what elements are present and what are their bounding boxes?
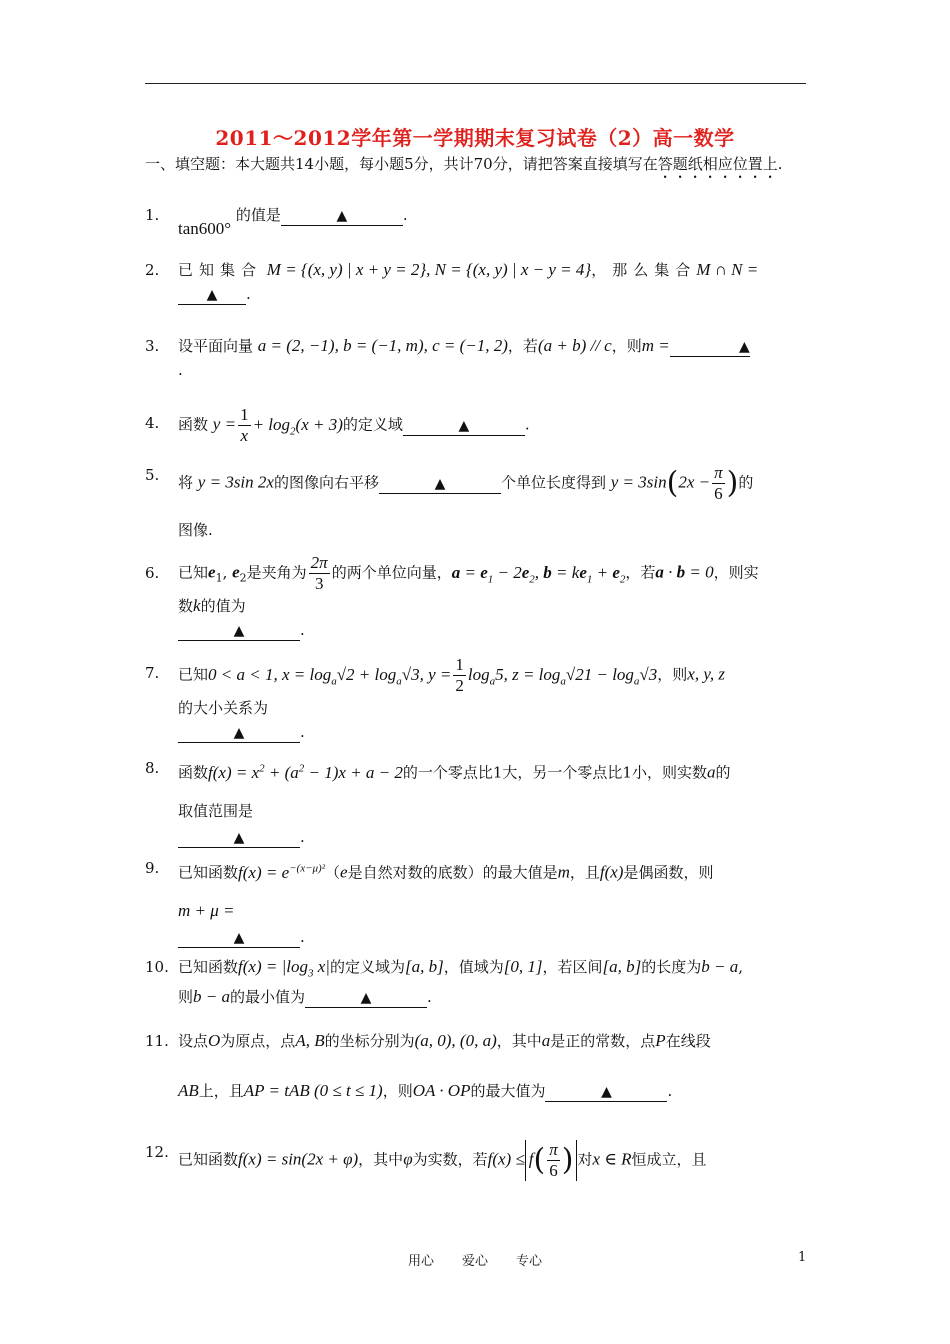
answer-blank[interactable]: ▲ xyxy=(305,989,427,1008)
answer-blank[interactable]: ▲ xyxy=(281,207,403,226)
answer-blank[interactable]: ▲ xyxy=(178,929,300,948)
q11-formula: AP = tAB (0 ≤ t ≤ 1) xyxy=(243,1081,383,1100)
q10-formula: $f(x) = |\log_3$ x| xyxy=(238,957,330,980)
exam-title: 2011～2012学年第一学期期末复习试卷（2）高一数学 xyxy=(215,126,735,150)
answer-blank[interactable]: ▲ xyxy=(178,724,300,743)
answer-blank[interactable]: ▲ xyxy=(670,338,750,357)
page-number: 1 xyxy=(798,1250,807,1265)
answer-blank[interactable]: ▲ xyxy=(403,417,525,436)
q6-formula: $a = e_1 - 2e_2$, $b = ke_1 + e_2$ xyxy=(451,562,626,585)
q4-formula: y = xyxy=(212,414,237,434)
q2-formula: M = {(x, y) | x + y = 2}, N = {(x, y) | x − y = 4} xyxy=(266,260,592,279)
q9-formula: $f(x) = e^{-(x-\mu)^2}$ xyxy=(238,862,325,882)
exam-page: 2011～2012学年第一学期期末复习试卷（2）高一数学 一、填空题：本大题共14小题，每小题5分，共计70分，请把答案直接填写在答题纸相应位置上. 1. tan600° 的值是 ▲ . 2. 已知集合 M = {(x, y) | x + y = 2}, N = {(x, y) | x − y = 4}，那么集合M ∩ N = ▲ . 3. 设平面向量 a = (2, −1), b = (−1, m), c = (−1, 2)，若(a + b) // c，则m = ▲ . 4. 函数 y = $\frac{1}{x}$ + $\log_2(x + 3)$的定义域 ▲ . 5. 将 y = 3sin 2x的图像向右平移 ▲ 个单位长度得到 y = 3sin(2x − $\frac{\pi}{6}$ )的 图像. 6. 已知$e_1$, $e_2$是夹角为 $\frac{2\pi}{3}$ 的两个单位向量，$a = e_1 - 2e_2$, $b = ke_1 + e_2$，若a · b = 0，则实 数k的值为 ▲ . 7. 已知0 < a < 1, $x = \log_a√2 + \log_a√3$, y = $\frac{1}{2}$ $\log_a5$, $z = \log_a√21 - \log_a√3$，则x, y, z 的大小关系为 ▲ . 8. 函数$f(x) = x^2 + (a^2 - 1)x + a - 2$的一个零点比1大，另一个零点比1小，则实数a的 取值范围是 ▲ . 9. 已知函数$f(x) = e^{-(x-\mu)^2}(e$是自然对数的底数）的最大值是m，且f(x)是偶函数，则 m + μ = ▲ . 10. 已知函数$f(x) = |\log_3$ x|的定义域为[a, b]，值域为[0, 1]，若区间[a, b]的长度为b − a, 则b − a的最小值为 ▲ . 11. 设点O为原点，点A, B的坐标分别为(a, 0), (0, a)，其中a是正的常数，点P在线段 AB上，且AP = tAB (0 ≤ t ≤ 1)，则OA · OP的最大值为 ▲ . 12. 已知函数f(x) = sin(2x + φ)，其中φ为实数，若f(x) ≤ f( $\frac{\pi}{6}$ ) 对x ∈ R恒成立，且 用心 爱心 专心 1 xyxy=(0,0,950,1344)
answer-blank[interactable]: ▲ xyxy=(545,1083,667,1102)
answer-blank[interactable]: ▲ xyxy=(178,829,300,848)
q12-formula: f(x) = sin(2x + φ) xyxy=(238,1149,359,1169)
section-intro: 一、填空题：本大题共14小题，每小题5分，共计70分，请把答案直接填写在答题纸相应位置上. xyxy=(145,155,783,173)
page-footer: 用心 爱心 专心 xyxy=(407,1254,543,1269)
answer-blank[interactable]: ▲ xyxy=(178,622,300,641)
q5-formula: y = 3sin 2x xyxy=(197,472,274,492)
header-rule xyxy=(145,83,806,84)
answer-blank[interactable]: ▲ xyxy=(379,475,501,494)
q8-formula: $f(x) = x^2 + (a^2 - 1)x + a - 2$ xyxy=(208,762,403,782)
q1-formula: tan600° xyxy=(178,219,232,238)
q7-formula: 0 < a < 1, $x = \log_a√2 + \log_a√3$, y = xyxy=(208,664,452,687)
q3-formula: a = (2, −1), b = (−1, m), c = (−1, 2) xyxy=(257,336,508,355)
answer-blank[interactable]: ▲ xyxy=(178,286,246,305)
